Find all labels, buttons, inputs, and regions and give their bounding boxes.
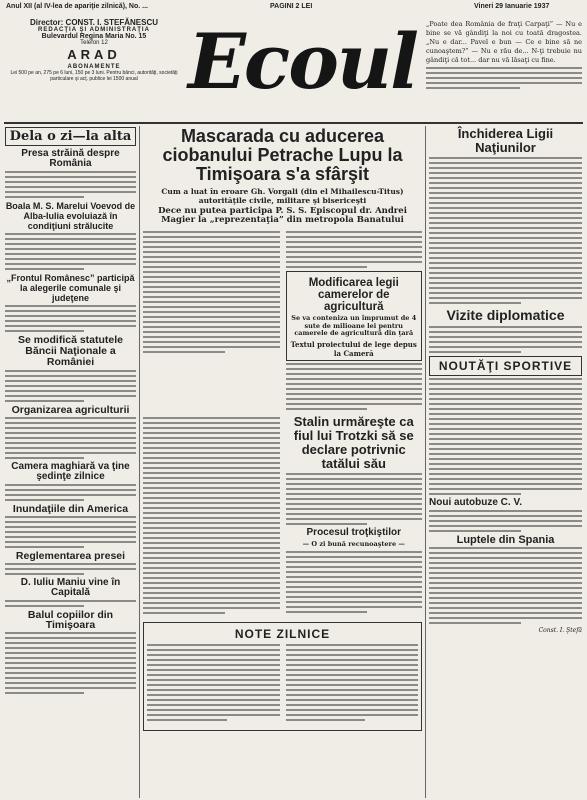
article-title-banca: Se modifică statutele Băncii Naţionale a României [17,334,124,368]
ear-column [426,20,582,92]
signature: Const. I. Ştefă [538,627,582,634]
spain-headline: Luptele din Spania [456,534,555,546]
daily-notes-box [143,622,422,731]
daily-notes-title: NOTE ZILNICE [234,626,331,641]
director-name: Director: CONST. I. STEFĂNESCU [29,18,158,27]
main-headline: Mascarada cu aducerea ciobanului Petrache Lupu la Timişoara s'a sfârşit [162,126,403,184]
article-title-voevod: Boala M. S. Marelui Voevod de Alba-Iulia evoluiază în condiţiuni strălucite [5,201,136,231]
newspaper-logo [188,16,418,108]
editor-info-block [6,18,182,82]
subscriptions-text: Lei 500 pe an, 275 pe 6 luni, 150 pe 3 luni. Pentru bănci, autorităţi, societăţi particulare şi acţ. publice lei 1500 anual [10,70,178,82]
article-title-presa: Reglementarea presei [15,550,126,562]
year-issue-label: Anul XII (al IV-lea de apariţie zilnică), No. ... [6,3,148,10]
masthead [0,14,587,118]
diplomatic-headline: Vizite diplomatice [446,307,565,323]
article-title-frontul: „Frontul Românesc” participă la alegerile comunale şi judeţene [6,273,135,303]
sports-title: NOUTĂŢI SPORTIVE [438,359,573,373]
main-article-body [143,229,422,413]
right-column [429,127,582,634]
trotzki-headline: Procesul troţkiştilor [306,526,401,538]
stalin-headline: Stalin urmăreşte ca fiul lui Trotzki să se declare potrivnic tatălui său [293,413,414,471]
office-phone: Telefon 12 [80,40,108,46]
issue-date: Vineri 29 Ianuarie 1937 [474,3,550,10]
center-column [143,127,422,731]
law-subtitle: Se va conteniza un împrumut de 4 sute de milioane lei pentru camerele de agricultură din ţară [291,314,417,337]
sports-box [429,356,582,376]
column-divider [425,126,426,798]
stalin-article [286,415,423,619]
office-address: Bulevardul Regina Maria No. 15 [41,33,147,40]
logo-text: Ecoul [188,17,418,106]
masthead-rule [4,122,583,124]
section-box-title: Dela o zi—la alta [5,127,136,146]
ear-text: „Poate dea România de fraţi Carpaţi” — Nu e bine se vă gândiţi la noi cu toată dragostea. „Nu e dar... Pavel e bun — Ce e bine să ne cunoaştem?” — Nu e rău de... N-ţi trebuie nu gândiţi că tot... dar nu vă lăsaţi cu fine. [426,20,582,64]
law-headline: Modificarea legii camerelor de agricultură [308,277,399,313]
subscriptions-title: ABONAMENTE [67,64,121,70]
article-title-camera: Camera maghiară va ţine şedinţe zilnice [11,461,130,482]
trotzki-subtitle: — O zi bună recunoaştere — [302,539,405,548]
main-subtitle-2: Dece nu putea participa P. S. S. Episcopul dr. Andrei Magier la „reprezentaţia” din metropola Banatului [158,206,407,225]
left-column [5,127,136,697]
office-label: REDACŢIA ŞI ADMINISTRAŢIA [38,27,150,33]
article-title-maniu: D. Iuliu Maniu vine în Capitală [20,577,121,598]
article-title-bal: Balul copiilor din Timişoara [27,609,114,631]
article-title-agricultura: Organizarea agriculturii [11,404,130,416]
law-subtitle-2: Textul proiectului de lege depus la Cameră [290,339,417,358]
main-subtitle: Cum a luat în eroare Gh. Vorgali (din el Mihailescu-Titus) autorităţile civile, militare şi bisericeşti [161,187,404,205]
liga-headline: Închiderea Ligii Naţiunilor [457,126,554,155]
autobuze-headline: Noui autobuze C. V. [429,497,522,508]
column-divider [139,126,140,798]
law-article [286,229,423,413]
city-name: ARAD [67,47,121,62]
article-title-press: Presa străină despre România [21,148,120,169]
article-title-inundatii: Inundaţiile din America [12,503,129,515]
pages-price-label: PAGINI 2 LEI [270,3,313,10]
